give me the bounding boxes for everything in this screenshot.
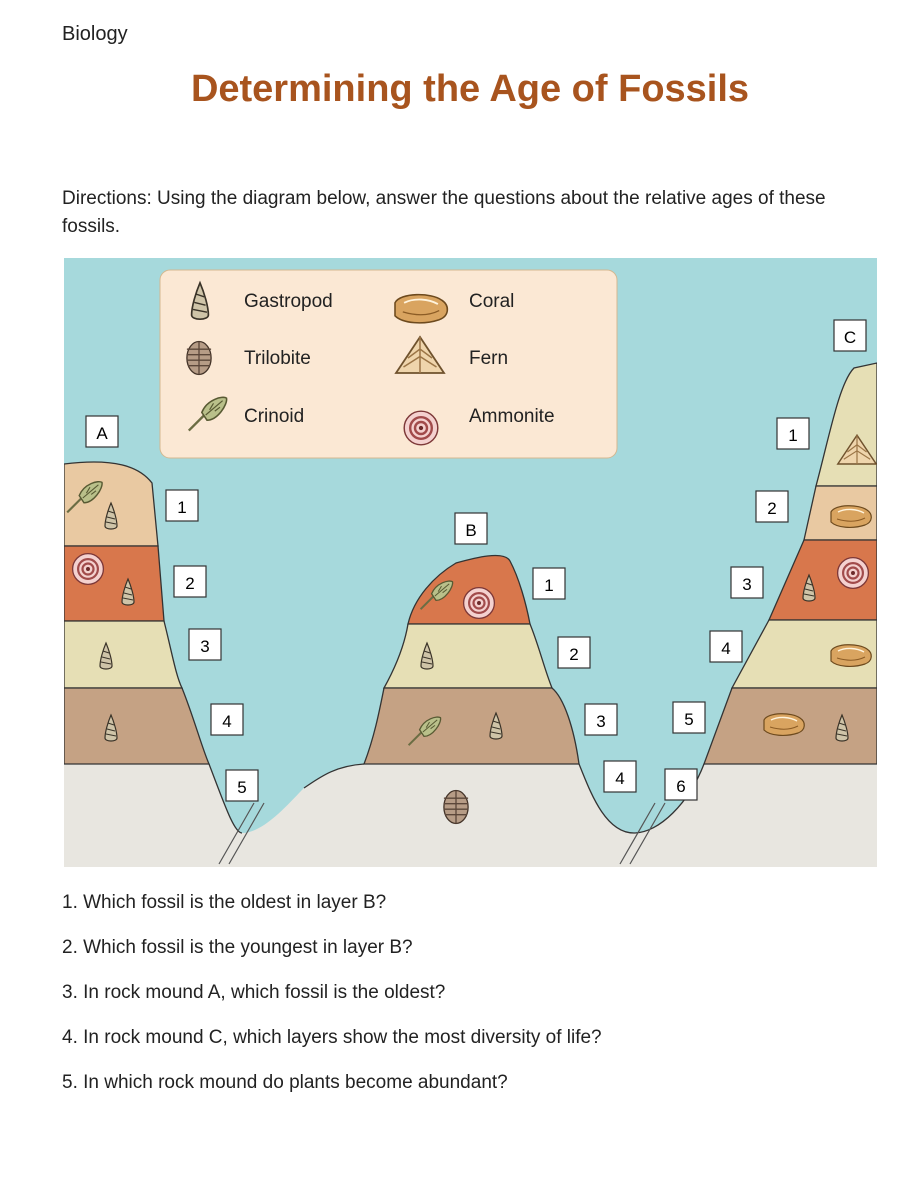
legend-label: Coral [469, 291, 515, 312]
question-item: 1. Which fossil is the oldest in layer B? [62, 892, 387, 913]
trilobite-icon [187, 342, 211, 375]
svg-text:1: 1 [544, 576, 554, 595]
svg-text:3: 3 [596, 712, 606, 731]
question-list [62, 890, 882, 1115]
layer-label [604, 761, 636, 792]
subject-label: Biology [62, 23, 128, 45]
svg-text:3: 3 [200, 637, 210, 656]
ammonite-icon [838, 558, 869, 589]
layer-label [665, 769, 697, 800]
layer-label [189, 629, 221, 660]
layer-label [756, 491, 788, 522]
coral-icon [395, 295, 447, 323]
trilobite-icon [444, 791, 468, 824]
legend-label: Ammonite [469, 406, 555, 427]
svg-text:2: 2 [767, 499, 777, 518]
layer-label [226, 770, 258, 801]
svg-text:3: 3 [742, 575, 752, 594]
ammonite-icon [73, 554, 104, 585]
layer-label [710, 631, 742, 662]
svg-text:5: 5 [684, 710, 694, 729]
layer-label [777, 418, 809, 449]
question-item: 3. In rock mound A, which fossil is the oldest? [62, 982, 446, 1003]
question-item: 2. Which fossil is the youngest in layer B? [62, 937, 413, 958]
layer-label [533, 568, 565, 599]
layer-label [558, 637, 590, 668]
layer-label [166, 490, 198, 521]
ammonite-icon [404, 411, 438, 445]
svg-text:C: C [843, 328, 857, 347]
question-item: 4. In rock mound C, which layers show the most diversity of life? [62, 1027, 602, 1048]
legend-label: Gastropod [244, 291, 333, 312]
coral-icon [764, 714, 804, 736]
svg-text:6: 6 [676, 777, 686, 796]
legend-label: Crinoid [244, 406, 305, 427]
layer-label [585, 704, 617, 735]
mound-label-a [86, 416, 118, 447]
svg-text:4: 4 [222, 712, 232, 731]
legend-label: Trilobite [244, 348, 311, 369]
coral-icon [831, 506, 871, 528]
bedrock-layer [64, 764, 877, 867]
legend-label: Fern [469, 348, 509, 369]
svg-text:4: 4 [721, 639, 731, 658]
legend [160, 270, 617, 458]
page-title: Determining the Age of Fossils [190, 68, 750, 110]
svg-text:1: 1 [788, 426, 798, 445]
coral-icon [831, 645, 871, 667]
layer-label [174, 566, 206, 597]
question-item: 5. In which rock mound do plants become abundant? [62, 1072, 508, 1093]
layer-label [211, 704, 243, 735]
svg-text:2: 2 [569, 645, 579, 664]
fossil-diagram [64, 258, 877, 867]
mound-label-c [834, 320, 866, 351]
svg-text:B: B [465, 521, 477, 540]
svg-text:5: 5 [237, 778, 247, 797]
svg-text:A: A [96, 424, 108, 443]
svg-text:2: 2 [185, 574, 195, 593]
directions-text: Directions: Using the diagram below, answer the questions about the relative ages of these fossils. [62, 188, 826, 237]
ammonite-icon [464, 588, 495, 619]
layer-label [673, 702, 705, 733]
svg-text:1: 1 [177, 498, 187, 517]
layer-label [731, 567, 763, 598]
mound-label-b [455, 513, 487, 544]
svg-text:4: 4 [615, 769, 625, 788]
